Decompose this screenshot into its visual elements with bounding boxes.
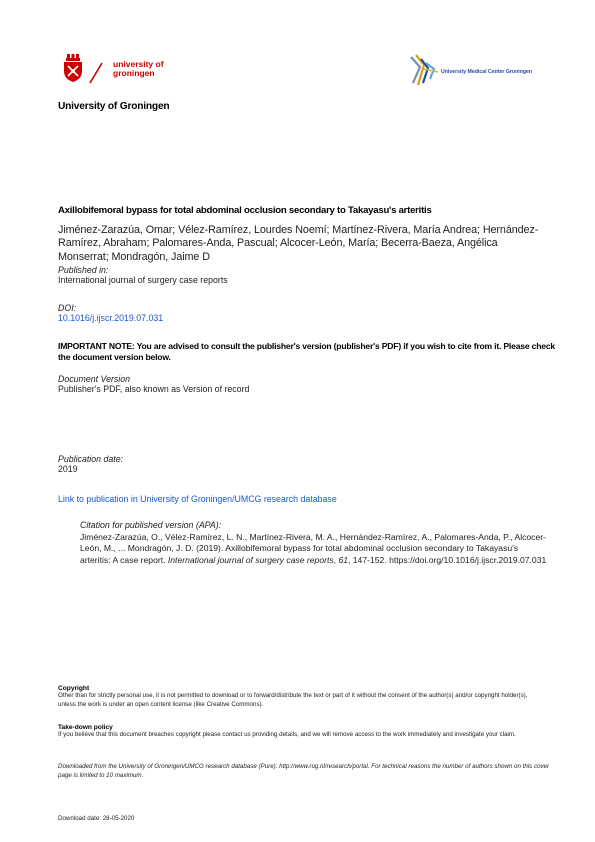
rug-wordmark-line2: groningen [113,68,155,78]
institution-heading: University of Groningen [58,101,170,112]
citation-label: Citation for published version (APA): [80,520,222,530]
paper-title: Axillobifemoral bypass for total abdominal occlusion secondary to Takayasu's arteritis [58,205,432,216]
rug-logo [62,54,182,90]
important-note: IMPORTANT NOTE: You are advised to consult the publisher's version (publisher's PDF) if you wish to cite from it. Please check the document version below. [58,341,555,362]
citation-text [80,532,548,566]
takedown-heading: Take-down policy [58,724,113,731]
document-version-value: Publisher's PDF, also known as Version of record [58,384,250,394]
doi-label: DOI: [58,303,77,313]
published-in-value: International journal of surgery case reports [58,275,228,285]
logo-divider-slash [88,62,104,84]
takedown-text: If you believe that this document breaches copyright please contact us providing details, and we will remove access to the work immediately and investigate your claim. [58,731,516,738]
document-version-label: Document Version [58,374,131,384]
research-database-link[interactable]: Link to publication in University of Groningen/UMCG research database [58,494,337,504]
umcg-logo [408,53,548,89]
download-date: Download date: 28-05-2020 [58,815,135,822]
rug-wordmark-line1: university of [113,59,164,69]
citation-journal: International journal of surgery case reports [167,554,334,565]
umcg-emblem-icon [408,53,440,87]
doi-link[interactable]: 10.1016/j.ijscr.2019.07.031 [58,313,164,323]
published-in-label: Published in: [58,265,109,275]
copyright-text: Other than for strictly personal use, it is not permitted to download or to forward/distribute the text or part of it without the consent of the author(s) and/or copyright holder(s), unless the work is under an open content license (like Creative Commons). [58,692,528,708]
university-crest-icon [62,54,84,82]
downloaded-from-note: Downloaded from the University of Groningen/UMCG research database (Pure): http://www.rug.nl/research/portal. For technical reasons the number of authors shown on this cover page is limited to 10 maximum. [58,763,550,779]
publication-date-label: Publication date: [58,454,124,464]
citation-volume: 61 [338,554,348,565]
citation-pages-doi: , 147-152. https://doi.org/10.1016/j.ijscr.2019.07.031 [348,554,547,565]
rug-wordmark [113,60,164,78]
publication-date-value: 2019 [58,464,78,474]
authors-list: Jiménez-Zarazúa, Omar; Vélez-Ramírez, Lourdes Noemí; Martínez-Rivera, María Andrea; Hernández-Ramírez, Abraham; Palomares-Anda, Pascual; Alcocer-León, María; Becerra-Baeza, Angélica Monserrat; Mondragón, Jaime D [58,224,539,263]
citation-separator: , [333,554,339,565]
umcg-wordmark: University Medical Center Groningen [441,69,533,75]
copyright-heading: Copyright [58,685,90,692]
citation-body: Jiménez-Zarazúa, O., Vélez-Ramírez, L. N., Martínez-Rivera, M. A., Hernández-Ramírez, A., Palomares-Anda, P., Alcocer-León, M., ... Mondragón, J. D. (2019). Axillobifemoral bypass for total abdominal occlusion secondary to Takayasu's arteritis: A case report. [80,532,546,565]
